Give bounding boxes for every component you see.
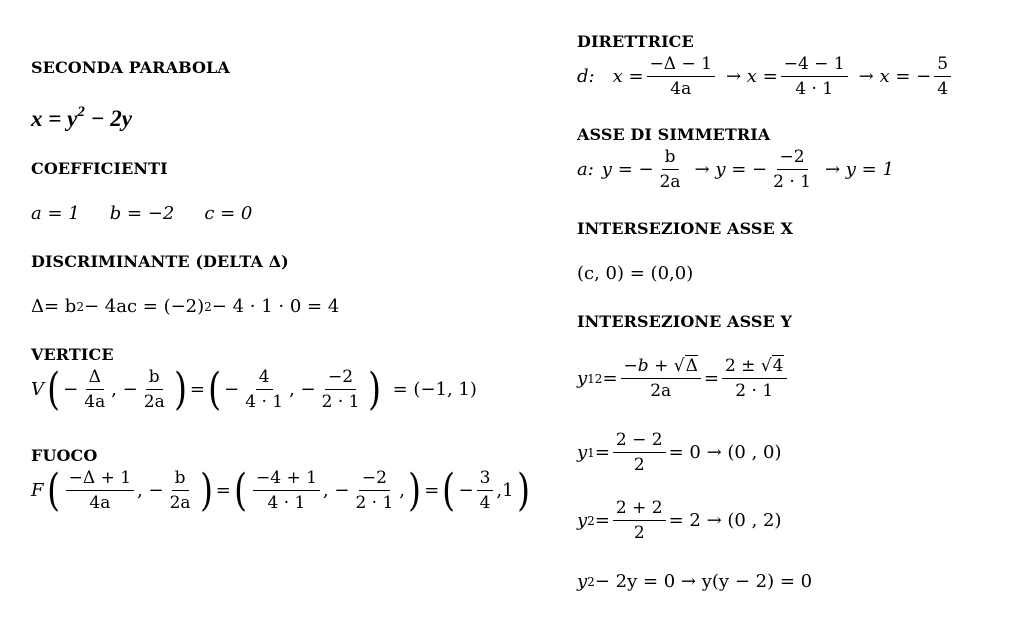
y12-formula: y 12 = $\frac{-b + √\Delta}{2a}$ = $\frac{2 \pm √4}{2 \cdot 1}$ bbox=[577, 356, 790, 401]
focus-heading: FUOCO bbox=[31, 446, 98, 465]
y1-formula: y 1 = $\frac{2 - 2}{2}$ = 0 → (0 , 0) bbox=[577, 430, 782, 475]
coefficients: a = 1 b = −2 c = 0 bbox=[31, 203, 253, 224]
vertex-heading: VERTICE bbox=[31, 345, 114, 364]
x-intersection: (c, 0) = (0,0) bbox=[577, 263, 694, 284]
main-equation: $x = y^2 - 2y$ bbox=[31, 104, 132, 131]
y2-formula: y 2 = $\frac{2 + 2}{2}$ = 2 → (0 , 2) bbox=[577, 498, 782, 543]
vertex-formula: V ( − $\frac{\Delta}{4a}$ , − $\frac{b}{2a}$ ) = ( − $\frac{4}{4 \cdot 1}$ , − $\frac{-2}{2 \cdot 1}$ ) = (−1, 1) bbox=[31, 363, 477, 415]
directrix-heading: DIRETTRICE bbox=[577, 32, 694, 51]
x-intersection-heading: INTERSEZIONE ASSE X bbox=[577, 219, 794, 238]
axis-heading: ASSE DI SIMMETRIA bbox=[577, 125, 771, 144]
focus-formula: F ( $\frac{-\Delta + 1}{4a}$ , − $\frac{b}{2a}$ ) = ( $\frac{-4 + 1}{4 \cdot 1}$ , − $\frac{-2}{2 \cdot 1}$ , ) = ( − $\frac{3}{4}$ , 1 ) bbox=[31, 464, 530, 516]
coefficients-heading: COEFFICIENTI bbox=[31, 159, 168, 178]
delta-heading: DISCRIMINANTE (DELTA Δ) bbox=[31, 252, 289, 271]
y-intersection-heading: INTERSEZIONE ASSE Y bbox=[577, 312, 793, 331]
title: SECONDA PARABOLA bbox=[31, 58, 230, 77]
delta-formula: Δ= b 2 − 4ac = (−2) 2 − 4 · 1 · 0 = 4 bbox=[31, 296, 340, 317]
factored-equation: y 2 − 2y = 0 → y(y − 2) = 0 bbox=[577, 571, 813, 592]
directrix-formula: d: x = $\frac{-\Delta - 1}{4a}$ → x = $\frac{-4 - 1}{4 \cdot 1}$ → x = − $\frac{5}{4}$ bbox=[577, 54, 954, 99]
axis-formula: a: y = − $\frac{b}{2a}$ → y = − $\frac{-2}{2 \cdot 1}$ → y = 1 bbox=[577, 147, 894, 192]
